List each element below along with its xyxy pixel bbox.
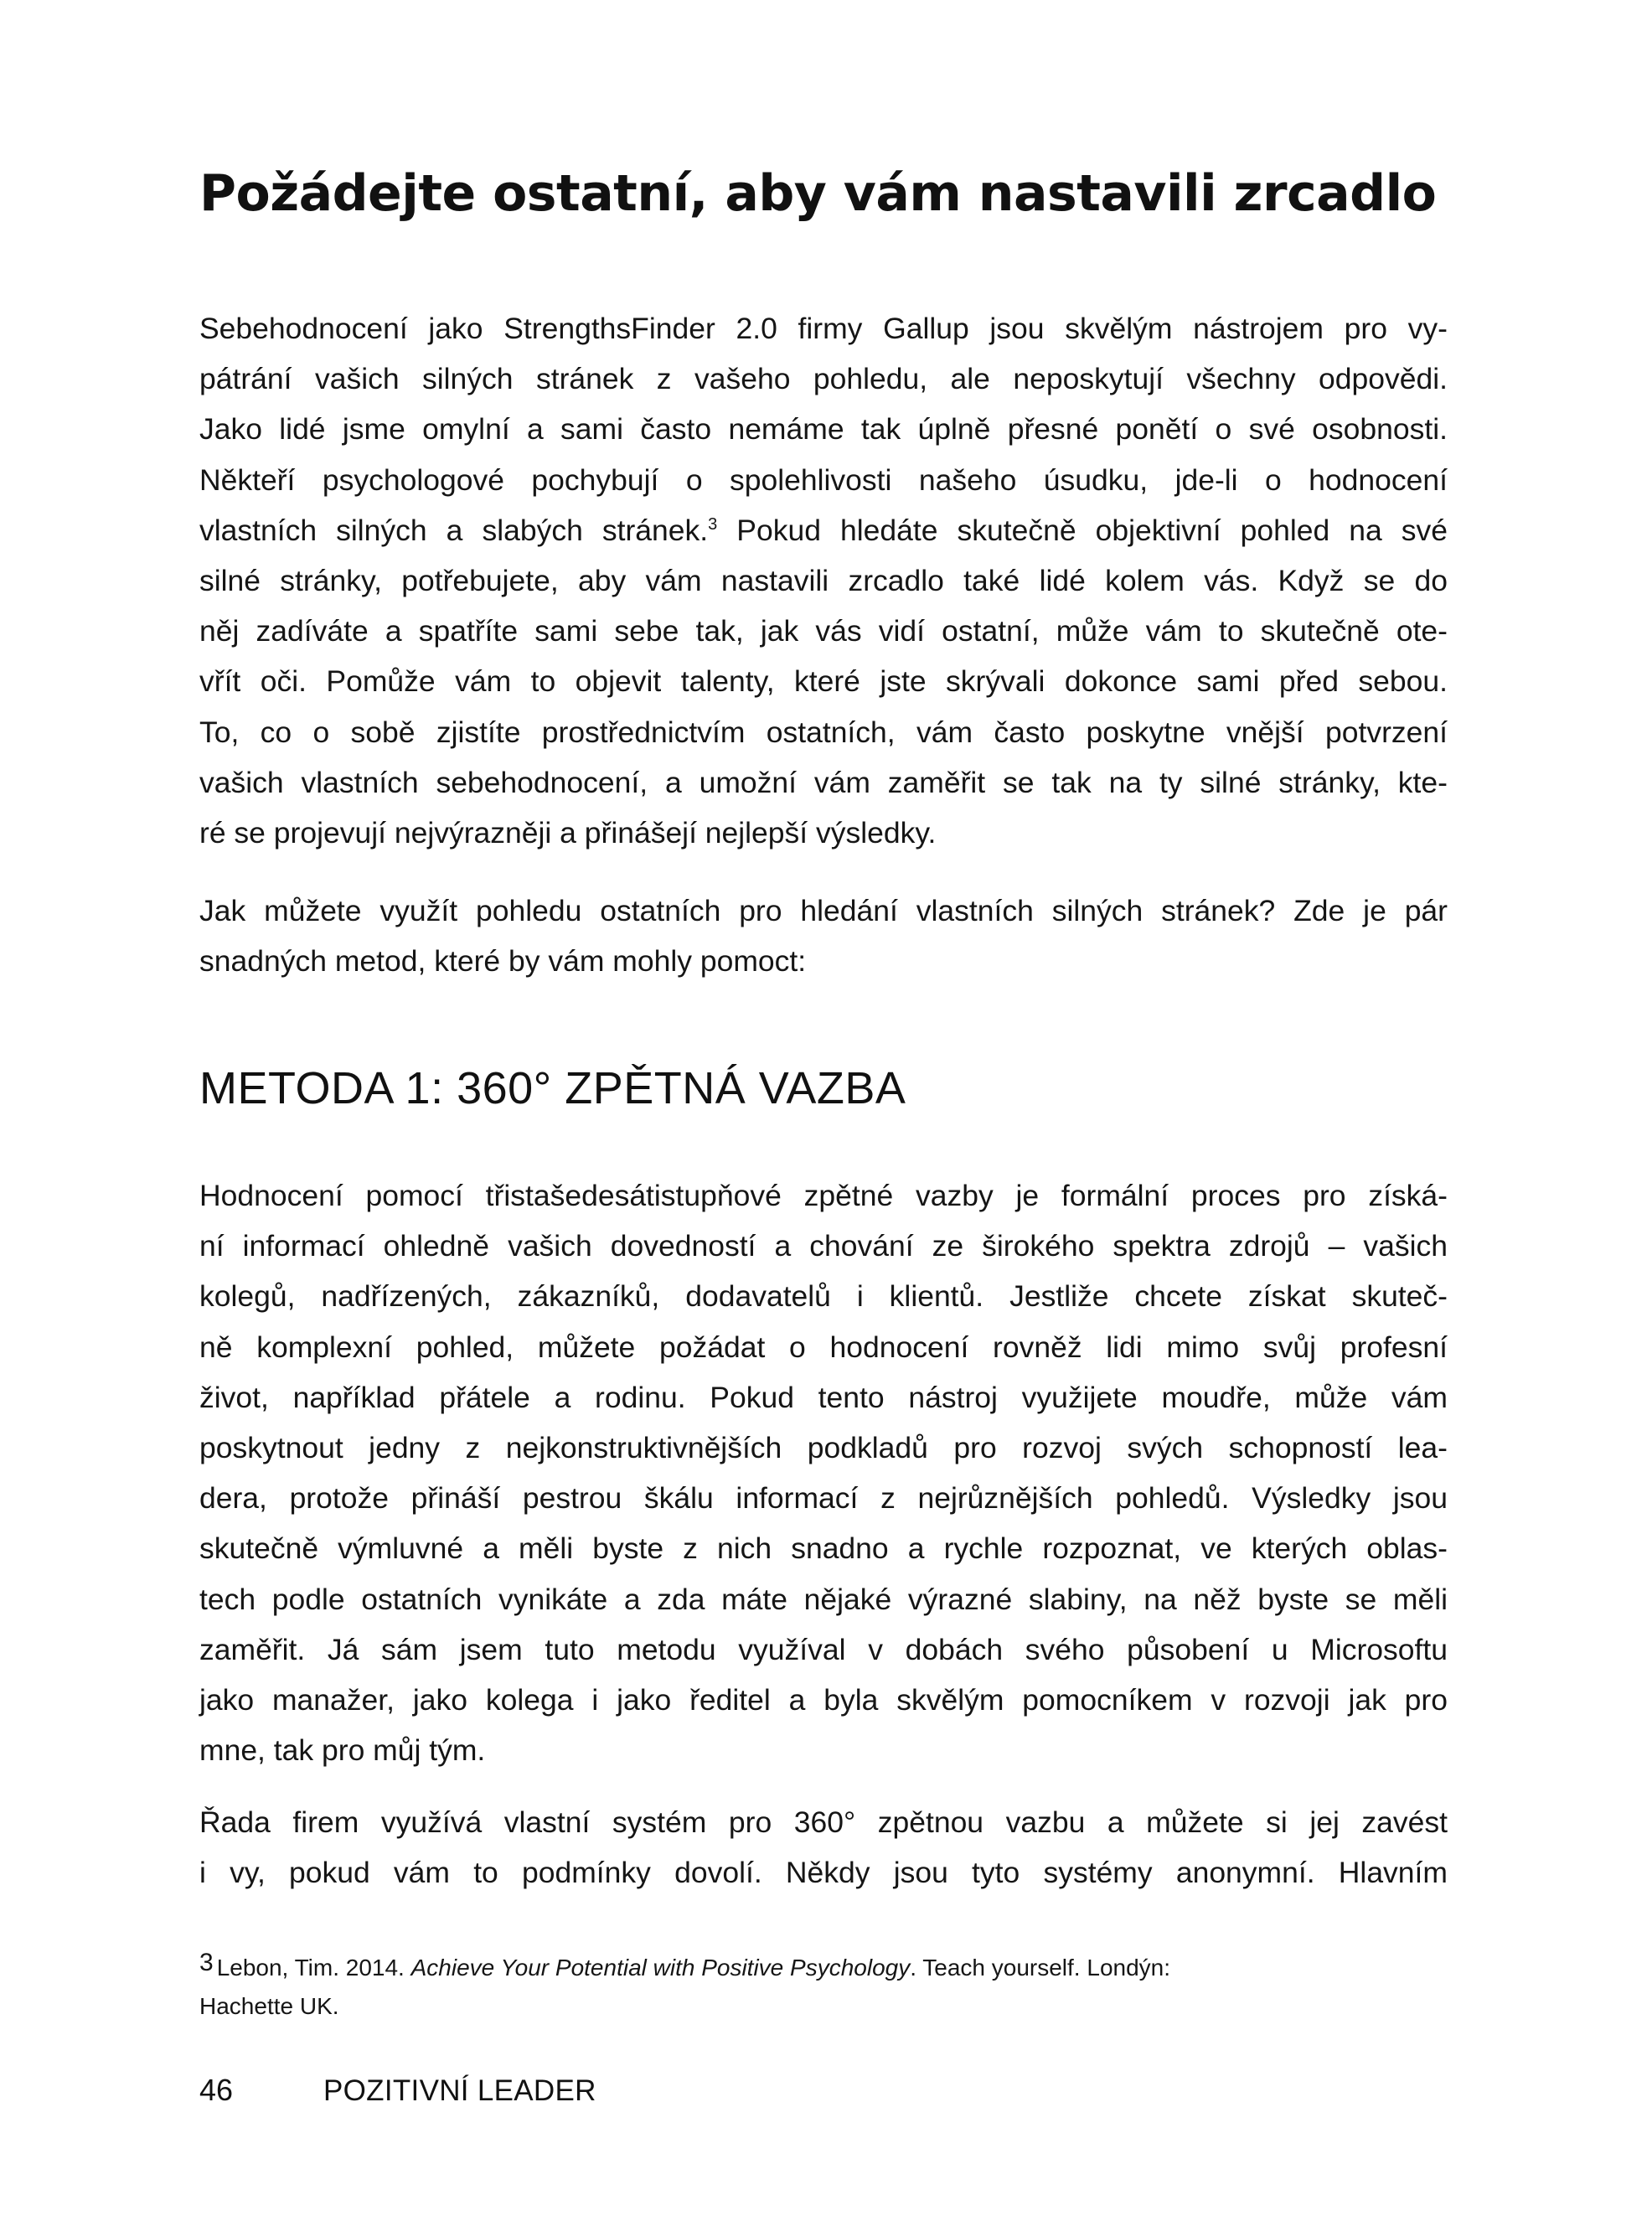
footnote-book-title: Achieve Your Potential with Positive Psychology [410, 1955, 911, 1981]
footnote-line [199, 1944, 1448, 1987]
text-line: život, například přátele a rodinu. Pokud tento nástroj využijete moudře, může vám [199, 1380, 1448, 1414]
chapter-title: Požádejte ostatní, aby vám nastavili zrcadlo [199, 164, 1437, 223]
footnote-reference[interactable]: 3 [708, 514, 718, 534]
page-footer [199, 2073, 596, 2108]
text-line: tech podle ostatních vynikáte a zda máte nějaké výrazné slabiny, na něž byste se měli [199, 1582, 1448, 1616]
text-segment: vlastních silných a slabých stránek. [199, 513, 709, 547]
text-line: kolegů, nadřízených, zákazníků, dodavatelů i klientů. Jestliže chcete získat skuteč- [199, 1279, 1448, 1314]
page-number: 46 [199, 2073, 234, 2107]
footnote-line: Hachette UK. [199, 1993, 339, 2019]
text-line: i vy, pokud vám to podmínky dovolí. Někdy jsou tyto systémy anonymní. Hlavním [199, 1856, 1448, 1890]
text-line: ní informací ohledně vašich dovedností a chování ze širokého spektra zdrojů – vašich [199, 1229, 1448, 1263]
footnote-number: 3 [199, 1949, 214, 1976]
footnote [199, 1944, 1448, 2026]
text-line: Řada firem využívá vlastní systém pro 360° zpětnou vazbu a můžete si jej zavést [199, 1805, 1448, 1839]
text-line: Jako lidé jsme omylní a sami často nemáme tak úplně přesné ponětí o své osobnosti. [199, 412, 1448, 447]
text-line: To, co o sobě zjistíte prostřednictvím ostatních, vám často poskytne vnější potvrzení [199, 715, 1448, 749]
paragraph-question [199, 886, 1448, 986]
footnote-author-year: Lebon, Tim. 2014. [216, 1955, 411, 1981]
paragraph-intro [199, 303, 1448, 858]
text-line: Někteří psychologové pochybují o spolehlivosti našeho úsudku, jde-li o hodnocení [199, 462, 1448, 497]
text-line: zaměřit. Já sám jsem tuto metodu využíval v dobách svého působení u Microsoftu [199, 1632, 1448, 1666]
running-title: POZITIVNÍ LEADER [323, 2074, 596, 2107]
text-line: vašich vlastních sebehodnocení, a umožní vám zaměřit se tak na ty silné stránky, kte- [199, 765, 1448, 799]
text-segment: Pokud hledáte skutečně objektivní pohled na své [717, 513, 1448, 547]
text-line: silné stránky, potřebujete, aby vám nastavili zrcadlo také lidé kolem vás. Když se do [199, 564, 1448, 598]
text-line: skutečně výmluvné a měli byste z nich snadno a rychle rozpoznat, ve kterých oblas- [199, 1531, 1448, 1566]
text-line-with-footnote [199, 505, 1448, 555]
text-line: jako manažer, jako kolega i jako ředitel a byla skvělým pomocníkem v rozvoji jak pro [199, 1683, 1448, 1717]
text-line: poskytnout jedny z nejkonstruktivnějších podkladů pro rozvoj svých schopností lea- [199, 1431, 1448, 1465]
section-heading: METODA 1: 360° ZPĚTNÁ VAZBA [199, 1063, 906, 1113]
text-line: pátrání vašich silných stránek z vašeho pohledu, ale neposkytují všechny odpovědi. [199, 362, 1448, 396]
text-line: dera, protože přináší pestrou škálu informací z nejrůznějších pohledů. Výsledky jsou [199, 1481, 1448, 1516]
text-line: vřít oči. Pomůže vám to objevit talenty, které jste skrývali dokonce sami před sebou. [199, 664, 1448, 699]
footnote-publisher: . Teach yourself. Londýn: [910, 1955, 1171, 1981]
paragraph-company-systems [199, 1797, 1448, 1898]
text-line: něj zadíváte a spatříte sami sebe tak, jak vás vidí ostatní, může vám to skutečně ote- [199, 614, 1448, 648]
paragraph-method-1 [199, 1170, 1448, 1775]
text-line: ré se projevují nejvýrazněji a přinášejí nejlepší výsledky. [199, 816, 937, 850]
text-line: mne, tak pro můj tým. [199, 1733, 486, 1768]
text-line: ně komplexní pohled, můžete požádat o hodnocení rovněž lidi mimo svůj profesní [199, 1330, 1448, 1364]
text-line: Jak můžete využít pohledu ostatních pro hledání vlastních silných stránek? Zde je pár [199, 894, 1448, 927]
text-line: snadných metod, které by vám mohly pomoct: [199, 944, 807, 979]
text-line: Hodnocení pomocí třistašedesátistupňové zpětné vazby je formální proces pro získá- [199, 1179, 1448, 1212]
text-line: Sebehodnocení jako StrengthsFinder 2.0 firmy Gallup jsou skvělým nástrojem pro vy- [199, 312, 1448, 345]
